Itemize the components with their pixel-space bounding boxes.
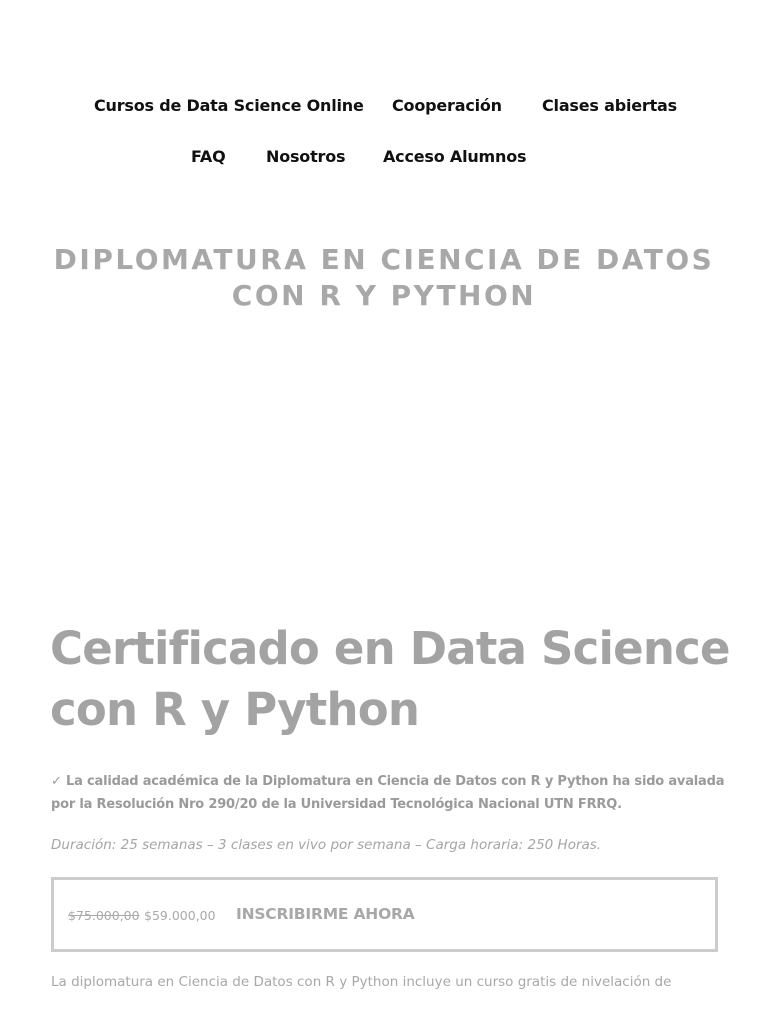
enroll-button[interactable]: INSCRIBIRME AHORA: [236, 905, 415, 923]
page-heading: [50, 618, 740, 740]
page-heading-line-2: con R y Python: [50, 683, 420, 736]
course-description: La diplomatura en Ciencia de Datos con R y Python incluye un curso gratis de nivelación de: [51, 974, 672, 990]
accreditation-line-1: ✓ La calidad académica de la Diplomatura en Ciencia de Datos con R y Python ha sido avalada: [51, 774, 725, 789]
old-price: $75.000,00: [68, 908, 140, 923]
hero-title-line-1: DIPLOMATURA EN CIENCIA DE DATOS: [53, 243, 715, 276]
current-price: $59.000,00: [144, 908, 216, 923]
hero-title-line-2: CON R Y PYTHON: [231, 279, 537, 312]
hero-title: [0, 242, 768, 314]
accreditation-text: [51, 770, 731, 816]
nav-item-nosotros[interactable]: Nosotros: [266, 147, 346, 166]
duration-text: Duración: 25 semanas – 3 clases en vivo por semana – Carga horaria: 250 Horas.: [51, 837, 602, 853]
nav-item-acceso-alumnos[interactable]: Acceso Alumnos: [383, 147, 527, 166]
nav-item-clases-abiertas[interactable]: Clases abiertas: [542, 96, 677, 115]
page-heading-line-1: Certificado en Data Science: [50, 622, 730, 675]
nav-item-faq[interactable]: FAQ: [191, 147, 226, 166]
nav-item-cooperacion[interactable]: Cooperación: [392, 96, 502, 115]
nav-item-cursos[interactable]: Cursos de Data Science Online: [94, 96, 364, 115]
pricing-box: [51, 877, 718, 952]
accreditation-line-2: por la Resolución Nro 290/20 de la Universidad Tecnológica Nacional UTN FRRQ.: [51, 797, 622, 812]
